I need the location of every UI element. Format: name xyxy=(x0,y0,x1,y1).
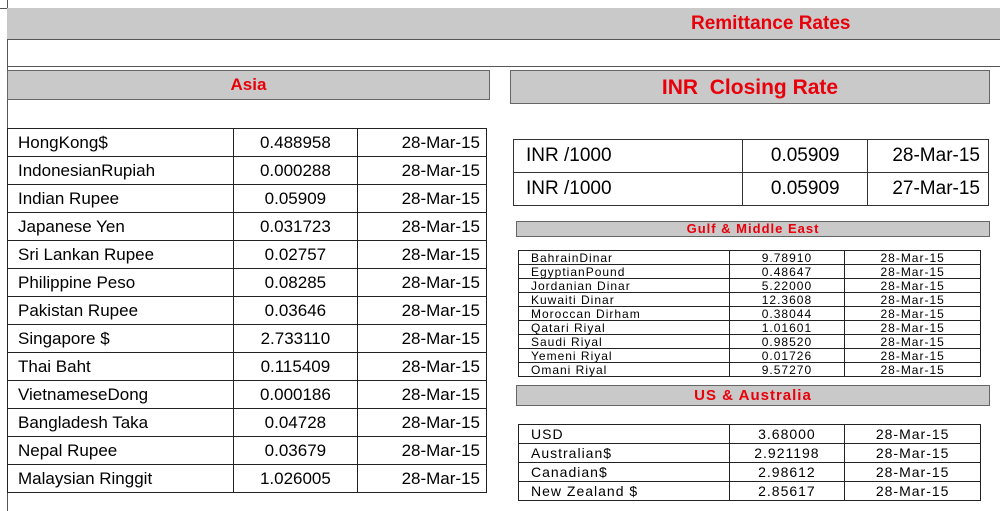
currency-name: Bangladesh Taka xyxy=(8,409,234,437)
rate-date: 28-Mar-15 xyxy=(845,251,981,265)
table-row xyxy=(519,293,981,307)
gulf-rates-table xyxy=(518,250,981,377)
rate-date: 28-Mar-15 xyxy=(845,482,981,501)
asia-header xyxy=(7,70,490,100)
rate-value: 0.04728 xyxy=(233,409,358,437)
rate-value: 0.03646 xyxy=(233,297,358,325)
currency-name: INR /1000 xyxy=(514,173,743,206)
currency-name: VietnameseDong xyxy=(8,381,234,409)
currency-name: Singapore $ xyxy=(8,325,234,353)
rate-date: 27-Mar-15 xyxy=(868,173,989,206)
us-rates-table xyxy=(518,424,981,501)
rate-value: 0.38044 xyxy=(729,307,845,321)
inr-header xyxy=(510,70,990,104)
asia-rates-table xyxy=(7,128,487,493)
table-row xyxy=(519,251,981,265)
rate-date: 28-Mar-15 xyxy=(358,325,487,353)
currency-name: BahrainDinar xyxy=(519,251,730,265)
page-title: Remittance Rates xyxy=(691,13,851,34)
page-title-bar xyxy=(7,8,1000,40)
rate-value: 12.3608 xyxy=(729,293,845,307)
rate-date: 28-Mar-15 xyxy=(358,381,487,409)
divider xyxy=(7,66,1000,67)
currency-name: HongKong$ xyxy=(8,129,234,157)
rate-value: 0.031723 xyxy=(233,213,358,241)
currency-name: EgyptianPound xyxy=(519,265,730,279)
rate-date: 28-Mar-15 xyxy=(845,463,981,482)
rate-date: 28-Mar-15 xyxy=(358,353,487,381)
rate-value: 2.733110 xyxy=(233,325,358,353)
currency-name: USD xyxy=(519,425,730,444)
table-row xyxy=(8,185,487,213)
table-row xyxy=(8,213,487,241)
rate-date: 28-Mar-15 xyxy=(845,321,981,335)
rate-date: 28-Mar-15 xyxy=(845,265,981,279)
inr-rates-table xyxy=(513,139,989,206)
rate-value: 9.57270 xyxy=(729,363,845,377)
us-title: US & Australia xyxy=(694,387,812,404)
currency-name: Jordanian Dinar xyxy=(519,279,730,293)
rate-value: 0.000288 xyxy=(233,157,358,185)
rate-date: 28-Mar-15 xyxy=(358,409,487,437)
rate-value: 9.78910 xyxy=(729,251,845,265)
rate-value: 0.05909 xyxy=(743,140,868,173)
table-row xyxy=(8,437,487,465)
table-row xyxy=(519,279,981,293)
rate-value: 1.026005 xyxy=(233,465,358,493)
us-header xyxy=(516,385,990,406)
rate-value: 2.98612 xyxy=(729,463,845,482)
rate-value: 1.01601 xyxy=(729,321,845,335)
table-row xyxy=(519,482,981,501)
rate-date: 28-Mar-15 xyxy=(358,129,487,157)
rate-value: 0.08285 xyxy=(233,269,358,297)
table-row xyxy=(519,349,981,363)
rate-date: 28-Mar-15 xyxy=(358,269,487,297)
table-row xyxy=(519,265,981,279)
table-row xyxy=(8,325,487,353)
currency-name: INR /1000 xyxy=(514,140,743,173)
rate-value: 0.488958 xyxy=(233,129,358,157)
rate-date: 28-Mar-15 xyxy=(845,307,981,321)
rate-date: 28-Mar-15 xyxy=(358,241,487,269)
rate-date: 28-Mar-15 xyxy=(845,335,981,349)
rate-date: 28-Mar-15 xyxy=(845,279,981,293)
currency-name: Philippine Peso xyxy=(8,269,234,297)
table-row xyxy=(8,297,487,325)
table-row xyxy=(8,409,487,437)
rate-date: 28-Mar-15 xyxy=(358,297,487,325)
currency-name: Malaysian Ringgit xyxy=(8,465,234,493)
currency-name: Indian Rupee xyxy=(8,185,234,213)
table-row xyxy=(519,363,981,377)
currency-name: Thai Baht xyxy=(8,353,234,381)
table-row xyxy=(519,463,981,482)
currency-name: Nepal Rupee xyxy=(8,437,234,465)
rate-date: 28-Mar-15 xyxy=(358,465,487,493)
asia-spacer xyxy=(7,100,8,130)
rate-value: 0.03679 xyxy=(233,437,358,465)
table-row xyxy=(519,335,981,349)
rate-value: 5.22000 xyxy=(729,279,845,293)
rate-value: 0.05909 xyxy=(743,173,868,206)
rate-value: 0.000186 xyxy=(233,381,358,409)
rate-value: 2.921198 xyxy=(729,444,845,463)
rate-value: 0.02757 xyxy=(233,241,358,269)
rate-value: 0.98520 xyxy=(729,335,845,349)
gulf-title: Gulf & Middle East xyxy=(686,221,820,236)
rate-value: 0.05909 xyxy=(233,185,358,213)
table-row xyxy=(8,269,487,297)
gulf-header xyxy=(516,221,990,237)
table-row xyxy=(8,129,487,157)
currency-name: Omani Riyal xyxy=(519,363,730,377)
currency-name: New Zealand $ xyxy=(519,482,730,501)
rate-date: 28-Mar-15 xyxy=(845,363,981,377)
rate-date: 28-Mar-15 xyxy=(845,293,981,307)
currency-name: Moroccan Dirham xyxy=(519,307,730,321)
inr-title: INR Closing Rate xyxy=(661,76,839,99)
rate-value: 0.48647 xyxy=(729,265,845,279)
currency-name: Pakistan Rupee xyxy=(8,297,234,325)
table-row xyxy=(8,465,487,493)
rate-date: 28-Mar-15 xyxy=(868,140,989,173)
currency-name: Yemeni Riyal xyxy=(519,349,730,363)
rate-date: 28-Mar-15 xyxy=(845,425,981,444)
rate-date: 28-Mar-15 xyxy=(358,213,487,241)
currency-name: Qatari Riyal xyxy=(519,321,730,335)
rate-value: 0.115409 xyxy=(233,353,358,381)
table-row xyxy=(514,140,989,173)
rate-date: 28-Mar-15 xyxy=(845,349,981,363)
table-row xyxy=(519,321,981,335)
rate-date: 28-Mar-15 xyxy=(845,444,981,463)
table-row xyxy=(519,444,981,463)
table-row xyxy=(8,353,487,381)
table-row xyxy=(8,381,487,409)
currency-name: IndonesianRupiah xyxy=(8,157,234,185)
currency-name: Sri Lankan Rupee xyxy=(8,241,234,269)
currency-name: Japanese Yen xyxy=(8,213,234,241)
rate-value: 0.01726 xyxy=(729,349,845,363)
table-row xyxy=(519,425,981,444)
rate-date: 28-Mar-15 xyxy=(358,157,487,185)
table-row xyxy=(8,157,487,185)
currency-name: Kuwaiti Dinar xyxy=(519,293,730,307)
rate-value: 2.85617 xyxy=(729,482,845,501)
currency-name: Australian$ xyxy=(519,444,730,463)
currency-name: Saudi Riyal xyxy=(519,335,730,349)
table-row xyxy=(8,241,487,269)
rate-value: 3.68000 xyxy=(729,425,845,444)
rate-date: 28-Mar-15 xyxy=(358,185,487,213)
asia-title: Asia xyxy=(230,75,267,94)
table-row xyxy=(514,173,989,206)
rate-date: 28-Mar-15 xyxy=(358,437,487,465)
table-row xyxy=(519,307,981,321)
currency-name: Canadian$ xyxy=(519,463,730,482)
